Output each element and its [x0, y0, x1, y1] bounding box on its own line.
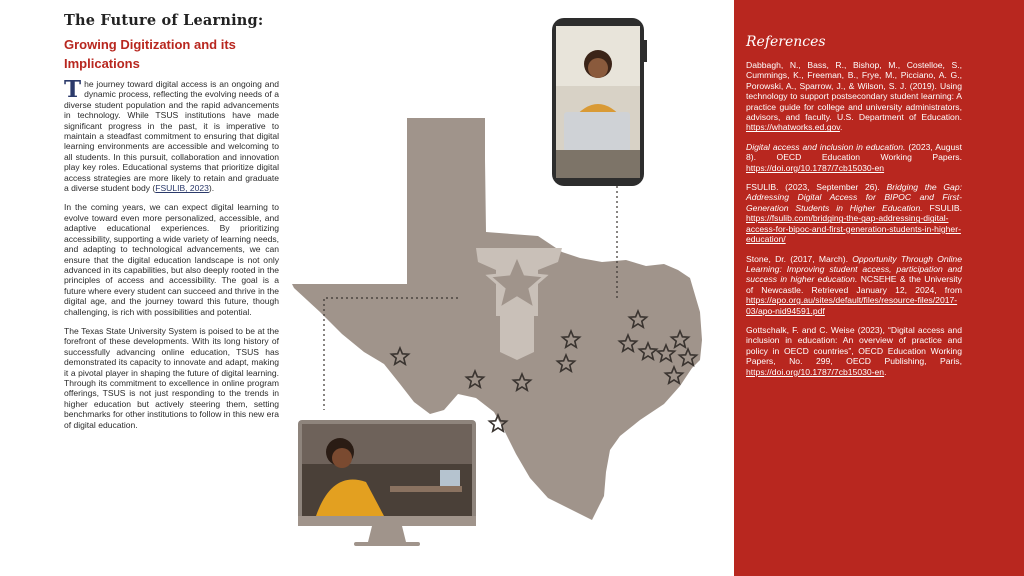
- reference-link[interactable]: https://apo.org.au/sites/default/files/resource-files/2017-03/apo-nid94591.pdf: [746, 295, 958, 316]
- references-panel: [734, 0, 1024, 576]
- paragraph-1-end: ).: [208, 183, 215, 194]
- reference-item: [746, 60, 962, 133]
- reference-link[interactable]: https://doi.org/10.1787/7cb15030-en: [746, 366, 885, 377]
- reference-item: [746, 182, 962, 244]
- reference-text: NCSEHE & the University of Newcastle. Retrieved January 12, 2024, from: [746, 274, 962, 295]
- reference-lead: Stone, Dr. (2017, March).: [746, 253, 853, 264]
- paragraph-1: [64, 76, 279, 194]
- reference-italic-title: Digital access and inclusion in education.: [746, 141, 906, 152]
- reference-item: [746, 254, 962, 316]
- phone-device: [552, 18, 647, 186]
- references-heading: References: [746, 34, 826, 50]
- reference-text: (2023, August 8). OECD Education Working Papers.: [746, 141, 962, 163]
- reference-link[interactable]: https://fsulib.com/bridging-the-gap-addressing-digital-access-for-bipoc-and-first-generation-students-in-higher-education/: [746, 213, 961, 245]
- drop-cap: T: [64, 76, 82, 103]
- paragraph-1-text: he journey toward digital access is an ongoing and dynamic process, reflecting the evolving needs of a diverse student population and the rapid advancements in technology. While TSUS institutions have made significant progress in the past, it is imperative to maintain a steadfast commitment to ensuring that digital learning environments are accessible and welcoming to all students. In this pursuit, collaboration and innovation play key roles. Educational systems that prioritize digital access strategies are more likely to retain and graduate a diverse student body (: [64, 79, 279, 194]
- article-kicker: The Future of Learning:: [64, 12, 264, 29]
- reference-italic-title: Opportunity Through Online Learning: Improving student access, participation and success in higher education.: [746, 253, 962, 285]
- texas-digital-access-graphic: [280, 0, 734, 576]
- reference-link[interactable]: https://whatworks.ed.gov: [746, 122, 840, 133]
- reference-lead: FSULIB. (2023, September 26).: [746, 182, 887, 193]
- article-column: [64, 12, 279, 439]
- reference-item: [746, 142, 962, 173]
- paragraph-3: The Texas State University System is poised to be at the forefront of these developments. With its long history of successfully advancing online education, TSUS has demonstrated its capacity to innovate and adapt, making it a pivotal player in shaping the future of digital learning. Through its commitment to excellence in online program offerings, TSUS is not just responding to the trends in higher education but actively steering them, setting benchmarks for other institutions to follow in this new era of digital education.: [64, 325, 279, 430]
- monitor-device: [298, 420, 476, 546]
- citation-link[interactable]: FSULIB, 2023: [155, 183, 209, 194]
- reference-text: Gottschalk, F. and C. Weise (2023), “Digital access and inclusion in education: An overview of practice and policy in OECD countries”, OECD Education Working Papers, No. 299, OECD Publishing, Paris,: [746, 324, 962, 367]
- article-title: Growing Digitization and its Implications: [64, 37, 236, 71]
- reference-text: FSULIB.: [922, 202, 962, 213]
- reference-end: .: [884, 366, 887, 377]
- reference-italic-title: Bridging the Gap: Addressing Digital Access for BIPOC and First-Generation Students in Higher Education.: [746, 182, 962, 213]
- reference-text: Dabbagh, N., Bass, R., Bishop, M., Costelloe, S., Cummings, K., Freeman, B., Frye, M., Picciano, A. G., Porowski, A., Sparrow, J., & Wilson, S. J. (2019). Using technology to support postsecondary student learning: A practice guide for college and university administrators, advisors, and faculty. U.S. Department of Education.: [746, 60, 962, 123]
- reference-link[interactable]: https://doi.org/10.1787/7cb15030-en: [746, 162, 885, 173]
- paragraph-2: In the coming years, we can expect digital learning to evolve toward even more personalized, accessible, and adaptive educational experiences. By prioritizing accessibility, supporting a wide variety of learning needs, and adapting to technological advancements, we can ensure that the digital education landscape is not only advanced in its capabilities, but also deeply rooted in the principles of access and accessibility. The goal is a future where every student can succeed and thrive in the digital age, and the journey toward this future, though challenging, is rich with possibilities and potential.: [64, 202, 279, 317]
- reference-item: [746, 325, 962, 377]
- reference-end: .: [839, 122, 843, 133]
